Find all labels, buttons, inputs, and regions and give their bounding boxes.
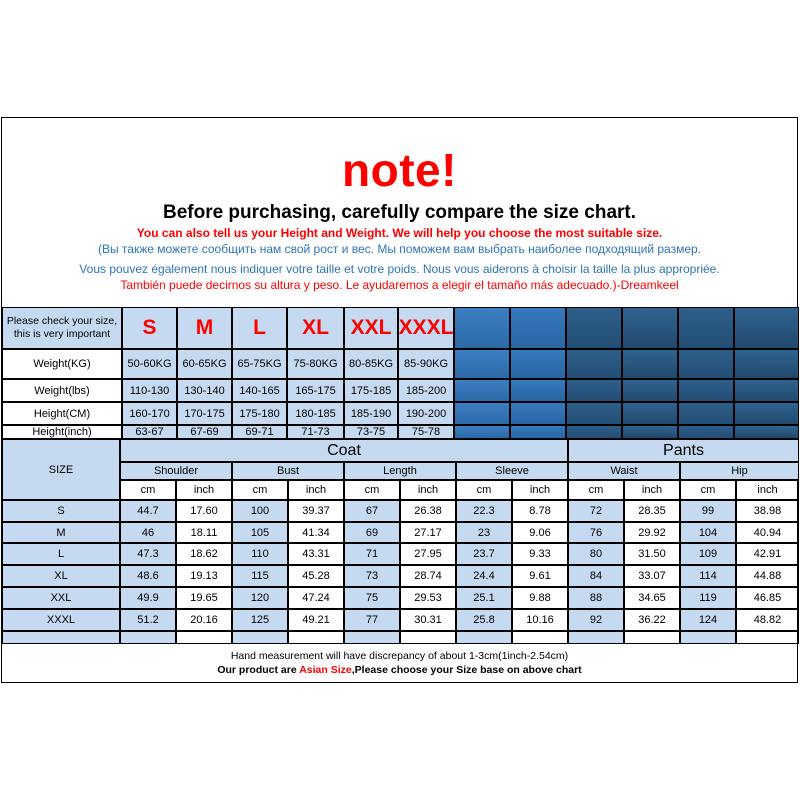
size-row-value: 69-71 bbox=[232, 425, 287, 439]
measurement-row-size: L bbox=[2, 543, 120, 565]
empty-cell bbox=[344, 631, 400, 644]
size-chart-panel bbox=[1, 117, 798, 683]
measurement-value: 114 bbox=[680, 565, 736, 587]
size-row-value: 75-80KG bbox=[287, 349, 344, 379]
measurement-value: 28.74 bbox=[400, 565, 456, 587]
measurement-value: 124 bbox=[680, 609, 736, 631]
measurement-value: 80 bbox=[568, 543, 624, 565]
empty-cell bbox=[2, 631, 120, 644]
measurement-value: 18.11 bbox=[176, 522, 232, 543]
measurement-value: 27.95 bbox=[400, 543, 456, 565]
empty-cell bbox=[568, 631, 624, 644]
unit-header: inch bbox=[400, 480, 456, 500]
size-table-filler-cell bbox=[510, 402, 566, 425]
unit-header: inch bbox=[176, 480, 232, 500]
measurement-group-header: Bust bbox=[232, 462, 344, 480]
measurement-value: 9.61 bbox=[512, 565, 568, 587]
measurement-value: 44.88 bbox=[736, 565, 799, 587]
size-table-filler-cell bbox=[678, 402, 734, 425]
size-table-filler-cell bbox=[510, 307, 566, 349]
measurement-value: 48.6 bbox=[120, 565, 176, 587]
measurement-group-header: Waist bbox=[568, 462, 680, 480]
instruction-english: You can also tell us your Height and Weight. We will help you choose the most suitable size. bbox=[136, 226, 663, 240]
size-table-filler-cell bbox=[734, 425, 799, 439]
measurement-value: 41.34 bbox=[288, 522, 344, 543]
size-table-filler-cell bbox=[734, 379, 799, 402]
measurement-value: 22.3 bbox=[456, 500, 512, 522]
measurement-value: 77 bbox=[344, 609, 400, 631]
measurement-value: 25.1 bbox=[456, 587, 512, 609]
size-table-filler-cell bbox=[678, 349, 734, 379]
measurement-value: 104 bbox=[680, 522, 736, 543]
empty-cell bbox=[680, 631, 736, 644]
measurement-value: 120 bbox=[232, 587, 288, 609]
empty-cell bbox=[456, 631, 512, 644]
instruction-french: Vous pouvez également nous indiquer votre taille et votre poids. Nous vous aiderons à choisir la taille la plus appropriée. bbox=[79, 262, 720, 276]
unit-header: cm bbox=[232, 480, 288, 500]
size-table-filler-cell bbox=[454, 402, 510, 425]
size-row-value: 63-67 bbox=[122, 425, 177, 439]
measurement-value: 10.16 bbox=[512, 609, 568, 631]
size-row-value: 75-78 bbox=[398, 425, 454, 439]
measurement-group-header: Sleeve bbox=[456, 462, 568, 480]
measurement-value: 39.37 bbox=[288, 500, 344, 522]
size-label: XL bbox=[287, 307, 344, 349]
size-table-filler-cell bbox=[622, 307, 678, 349]
measurement-value: 105 bbox=[232, 522, 288, 543]
measurement-value: 26.38 bbox=[400, 500, 456, 522]
empty-cell bbox=[400, 631, 456, 644]
size-row-value: 165-175 bbox=[287, 379, 344, 402]
measurement-value: 33.07 bbox=[624, 565, 680, 587]
empty-cell bbox=[512, 631, 568, 644]
size-row-label: Weight(lbs) bbox=[2, 379, 122, 402]
size-row-value: 65-75KG bbox=[232, 349, 287, 379]
measurement-group-header: Shoulder bbox=[120, 462, 232, 480]
measurement-value: 17.60 bbox=[176, 500, 232, 522]
asian-size-note-suffix: ,Please choose your Size base on above chart bbox=[351, 664, 582, 676]
size-prompt: Please check your size, this is very important bbox=[2, 307, 122, 349]
size-label: M bbox=[177, 307, 232, 349]
measurement-value: 125 bbox=[232, 609, 288, 631]
measurement-value: 25.8 bbox=[456, 609, 512, 631]
size-table-filler-cell bbox=[622, 402, 678, 425]
measurement-value: 49.9 bbox=[120, 587, 176, 609]
measurement-disclaimer: Hand measurement will have discrepancy of about 1-3cm(1inch-2.54cm) bbox=[230, 650, 569, 662]
unit-header: cm bbox=[568, 480, 624, 500]
unit-header: inch bbox=[736, 480, 799, 500]
size-row-value: 80-85KG bbox=[344, 349, 398, 379]
asian-size-highlight: Asian Size bbox=[299, 664, 352, 676]
coat-header: Coat bbox=[120, 439, 568, 462]
size-row-value: 71-73 bbox=[287, 425, 344, 439]
measurement-value: 9.06 bbox=[512, 522, 568, 543]
size-table bbox=[2, 307, 799, 439]
measurement-value: 19.65 bbox=[176, 587, 232, 609]
size-row-label: Weight(KG) bbox=[2, 349, 122, 379]
measurement-value: 40.94 bbox=[736, 522, 799, 543]
measurement-row-size: XXL bbox=[2, 587, 120, 609]
measurement-value: 88 bbox=[568, 587, 624, 609]
measurement-value: 110 bbox=[232, 543, 288, 565]
measurement-value: 23 bbox=[456, 522, 512, 543]
measurement-value: 48.82 bbox=[736, 609, 799, 631]
instruction-russian: (Вы также можете сообщить нам свой рост и вес. Мы поможем вам выбрать наиболее подходящий размер. bbox=[97, 242, 702, 256]
measurement-row-size: S bbox=[2, 500, 120, 522]
note-title: note! bbox=[342, 144, 457, 196]
empty-cell bbox=[736, 631, 799, 644]
measurement-value: 23.7 bbox=[456, 543, 512, 565]
measurement-value: 29.53 bbox=[400, 587, 456, 609]
measurement-value: 43.31 bbox=[288, 543, 344, 565]
measurement-value: 51.2 bbox=[120, 609, 176, 631]
measurement-value: 46 bbox=[120, 522, 176, 543]
size-row-value: 160-170 bbox=[122, 402, 177, 425]
size-table-filler-cell bbox=[678, 425, 734, 439]
measurement-value: 72 bbox=[568, 500, 624, 522]
measurement-value: 92 bbox=[568, 609, 624, 631]
size-table-filler-cell bbox=[678, 307, 734, 349]
measurement-value: 44.7 bbox=[120, 500, 176, 522]
unit-header: cm bbox=[680, 480, 736, 500]
measurement-row-size: M bbox=[2, 522, 120, 543]
size-label: XXL bbox=[344, 307, 398, 349]
measurement-value: 47.24 bbox=[288, 587, 344, 609]
size-table-filler-cell bbox=[622, 379, 678, 402]
size-label: XXXL bbox=[398, 307, 454, 349]
heading: Before purchasing, carefully compare the size chart. bbox=[162, 202, 637, 223]
empty-cell bbox=[232, 631, 288, 644]
measurement-row-size: XL bbox=[2, 565, 120, 587]
size-row-value: 110-130 bbox=[122, 379, 177, 402]
measurement-value: 34.65 bbox=[624, 587, 680, 609]
size-table-filler-cell bbox=[566, 379, 622, 402]
measurement-value: 109 bbox=[680, 543, 736, 565]
measurement-value: 76 bbox=[568, 522, 624, 543]
size-row-value: 185-200 bbox=[398, 379, 454, 402]
unit-header: cm bbox=[344, 480, 400, 500]
size-table-filler-cell bbox=[678, 379, 734, 402]
measurement-value: 38.98 bbox=[736, 500, 799, 522]
unit-header: inch bbox=[624, 480, 680, 500]
measurement-value: 31.50 bbox=[624, 543, 680, 565]
measurement-value: 75 bbox=[344, 587, 400, 609]
measurement-value: 24.4 bbox=[456, 565, 512, 587]
size-label: S bbox=[122, 307, 177, 349]
measurement-value: 29.92 bbox=[624, 522, 680, 543]
unit-header: inch bbox=[512, 480, 568, 500]
measurement-value: 46.85 bbox=[736, 587, 799, 609]
measurement-value: 69 bbox=[344, 522, 400, 543]
measurement-group-header: Length bbox=[344, 462, 456, 480]
size-table-filler-cell bbox=[566, 402, 622, 425]
measurement-value: 36.22 bbox=[624, 609, 680, 631]
measurement-value: 8.78 bbox=[512, 500, 568, 522]
size-table-filler-cell bbox=[734, 402, 799, 425]
size-row-value: 130-140 bbox=[177, 379, 232, 402]
size-table-filler-cell bbox=[510, 349, 566, 379]
size-table-filler-cell bbox=[510, 379, 566, 402]
measurement-value: 30.31 bbox=[400, 609, 456, 631]
measurement-row-size: XXXL bbox=[2, 609, 120, 631]
size-row-value: 175-185 bbox=[344, 379, 398, 402]
measurement-table bbox=[2, 439, 799, 644]
size-row-value: 85-90KG bbox=[398, 349, 454, 379]
measurement-value: 9.33 bbox=[512, 543, 568, 565]
size-table-filler-cell bbox=[454, 379, 510, 402]
size-table-filler-cell bbox=[622, 349, 678, 379]
measurement-value: 119 bbox=[680, 587, 736, 609]
asian-size-note bbox=[2, 664, 797, 677]
empty-cell bbox=[624, 631, 680, 644]
size-table-filler-cell bbox=[566, 425, 622, 439]
measurement-value: 115 bbox=[232, 565, 288, 587]
size-row-label: Height(inch) bbox=[2, 425, 122, 439]
unit-header: inch bbox=[288, 480, 344, 500]
measurement-value: 9.88 bbox=[512, 587, 568, 609]
measurement-value: 18.62 bbox=[176, 543, 232, 565]
measurement-value: 73 bbox=[344, 565, 400, 587]
unit-header: cm bbox=[456, 480, 512, 500]
size-table-filler-cell bbox=[510, 425, 566, 439]
asian-size-note-prefix: Our product are bbox=[217, 664, 300, 676]
size-table-filler-cell bbox=[734, 349, 799, 379]
empty-cell bbox=[288, 631, 344, 644]
measurement-value: 100 bbox=[232, 500, 288, 522]
size-row-value: 185-190 bbox=[344, 402, 398, 425]
measurement-value: 28.35 bbox=[624, 500, 680, 522]
size-table-filler-cell bbox=[734, 307, 799, 349]
measurement-value: 20.16 bbox=[176, 609, 232, 631]
measurement-value: 42.91 bbox=[736, 543, 799, 565]
measurement-value: 19.13 bbox=[176, 565, 232, 587]
empty-cell bbox=[120, 631, 176, 644]
size-row-value: 180-185 bbox=[287, 402, 344, 425]
measurement-value: 99 bbox=[680, 500, 736, 522]
size-row-value: 67-69 bbox=[177, 425, 232, 439]
measurement-group-header: Hip bbox=[680, 462, 799, 480]
pants-header: Pants bbox=[568, 439, 799, 462]
size-row-value: 140-165 bbox=[232, 379, 287, 402]
measurement-value: 71 bbox=[344, 543, 400, 565]
size-table-filler-cell bbox=[566, 307, 622, 349]
size-table-filler-cell bbox=[454, 349, 510, 379]
size-table-filler-cell bbox=[454, 307, 510, 349]
size-row-label: Height(CM) bbox=[2, 402, 122, 425]
size-label: L bbox=[232, 307, 287, 349]
instruction-spanish: También puede decirnos su altura y peso. Le ayudaremos a elegir el tamaño más adecuado.)-Dreamkeel bbox=[120, 278, 679, 292]
measurement-value: 47.3 bbox=[120, 543, 176, 565]
unit-header: cm bbox=[120, 480, 176, 500]
size-row-value: 50-60KG bbox=[122, 349, 177, 379]
size-row-value: 73-75 bbox=[344, 425, 398, 439]
size-row-value: 60-65KG bbox=[177, 349, 232, 379]
size-table-filler-cell bbox=[622, 425, 678, 439]
size-table-filler-cell bbox=[454, 425, 510, 439]
size-column-header: SIZE bbox=[2, 439, 120, 500]
size-row-value: 175-180 bbox=[232, 402, 287, 425]
measurement-value: 27.17 bbox=[400, 522, 456, 543]
size-row-value: 170-175 bbox=[177, 402, 232, 425]
measurement-value: 84 bbox=[568, 565, 624, 587]
measurement-value: 45.28 bbox=[288, 565, 344, 587]
measurement-value: 67 bbox=[344, 500, 400, 522]
measurement-value: 49.21 bbox=[288, 609, 344, 631]
size-table-filler-cell bbox=[566, 349, 622, 379]
size-row-value: 190-200 bbox=[398, 402, 454, 425]
empty-cell bbox=[176, 631, 232, 644]
